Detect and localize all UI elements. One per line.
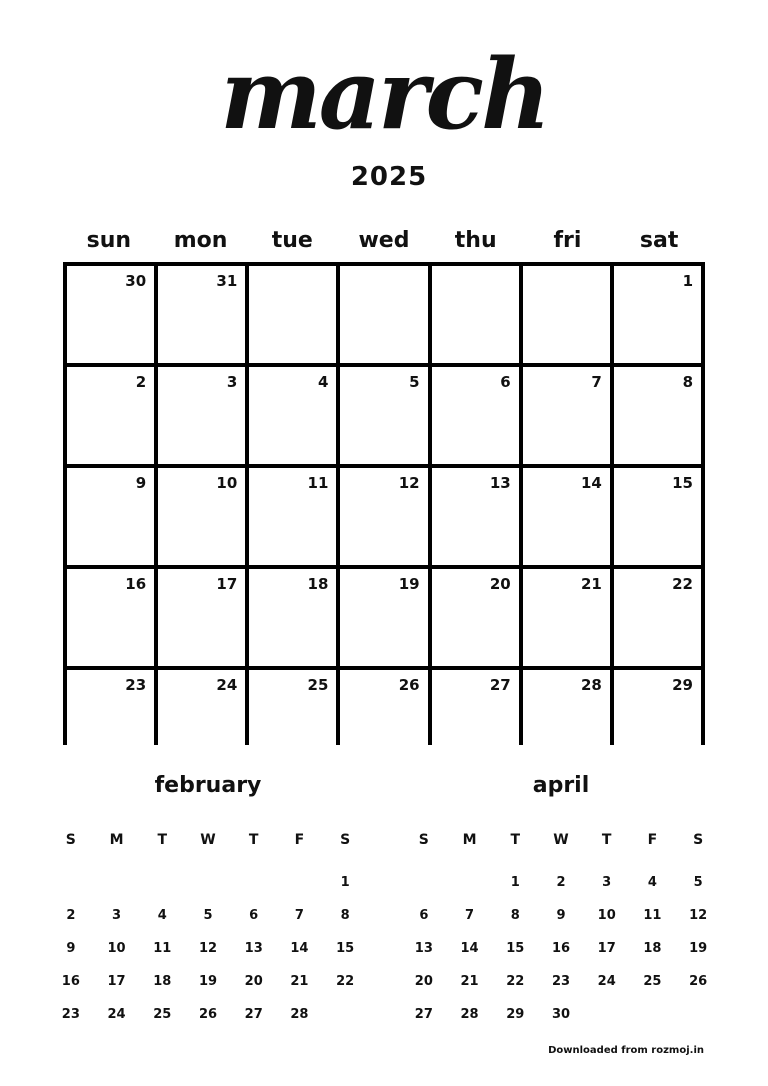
day-number: 20 — [489, 575, 511, 593]
mini-day: 7 — [465, 908, 475, 923]
day-number: 16 — [125, 575, 147, 593]
mini-month-title: april — [532, 773, 590, 798]
mini-day: 27 — [244, 1007, 263, 1022]
weekday-label: sun — [86, 228, 132, 253]
day-cell — [67, 367, 154, 464]
mini-day — [401, 866, 447, 899]
weekday-label: sat — [639, 228, 679, 253]
weekday-label: wed — [358, 228, 410, 253]
day-number: 14 — [580, 474, 602, 492]
mini-calendar-february — [48, 770, 368, 1031]
mini-day: 16 — [551, 941, 571, 956]
mini-day: 13 — [244, 941, 263, 956]
mini-day: 20 — [414, 974, 433, 989]
weekday-label: mon — [173, 228, 228, 253]
mini-weekday-label: F — [647, 832, 658, 848]
mini-day — [185, 866, 231, 899]
day-number: 27 — [489, 676, 511, 694]
mini-weekday-label: F — [294, 832, 305, 848]
day-number: 6 — [500, 373, 511, 391]
day-cell — [432, 468, 519, 565]
day-cell — [340, 670, 427, 749]
weekday-label: tue — [271, 228, 313, 253]
day-number: 15 — [672, 474, 693, 492]
mini-day: 4 — [647, 875, 657, 890]
mini-day: 25 — [643, 974, 662, 989]
mini-day: 22 — [336, 974, 355, 989]
mini-day: 25 — [153, 1007, 172, 1022]
day-number: 28 — [580, 676, 602, 694]
mini-day: 28 — [460, 1007, 479, 1022]
mini-day: 19 — [198, 974, 218, 989]
day-number: 17 — [216, 575, 238, 593]
mini-day: 21 — [290, 974, 309, 989]
mini-day: 10 — [597, 908, 616, 923]
mini-weekday-label: W — [200, 832, 216, 848]
day-cell — [523, 468, 610, 565]
day-number: 13 — [489, 474, 511, 492]
day-cell — [523, 266, 610, 363]
mini-day: 4 — [157, 908, 167, 923]
day-number: 10 — [216, 474, 238, 492]
mini-weekday-header — [48, 824, 368, 856]
day-number: 25 — [307, 676, 329, 694]
day-number: 21 — [580, 575, 602, 593]
day-number: 7 — [591, 373, 602, 391]
day-cell — [432, 569, 519, 666]
mini-day: 24 — [107, 1007, 126, 1022]
year-label: 2025 — [350, 162, 428, 192]
day-cell — [432, 266, 519, 363]
mini-day: 7 — [294, 908, 304, 923]
mini-day: 26 — [198, 1007, 218, 1022]
day-number: 4 — [317, 373, 329, 391]
mini-day: 23 — [61, 1007, 80, 1022]
mini-weekday-header — [401, 824, 721, 856]
mini-day: 15 — [336, 941, 355, 956]
day-number: 18 — [307, 575, 329, 593]
mini-calendar-april — [401, 770, 721, 1031]
day-cell — [158, 266, 245, 363]
mini-day: 9 — [66, 941, 76, 956]
mini-day: 5 — [203, 908, 213, 923]
mini-day: 2 — [66, 908, 76, 923]
mini-day: 21 — [460, 974, 479, 989]
day-number: 30 — [125, 272, 147, 290]
mini-day — [139, 866, 185, 899]
mini-day: 9 — [556, 908, 566, 923]
mini-day: 26 — [689, 974, 708, 989]
day-cell — [523, 367, 610, 464]
mini-week-row — [401, 866, 721, 899]
mini-week-row — [401, 932, 721, 965]
mini-day: 17 — [597, 941, 616, 956]
day-cell — [523, 670, 610, 749]
day-number: 31 — [216, 272, 238, 290]
day-number: 9 — [135, 474, 147, 492]
mini-day: 11 — [643, 908, 662, 923]
mini-day: 30 — [551, 1007, 571, 1022]
mini-day: 29 — [506, 1007, 525, 1022]
mini-day: 19 — [689, 941, 708, 956]
mini-weekday-label: M — [109, 832, 124, 848]
day-cell — [158, 468, 245, 565]
day-cell — [249, 670, 336, 749]
mini-weekday-label: T — [157, 832, 168, 848]
mini-day: 2 — [556, 875, 566, 890]
day-cell — [614, 266, 701, 363]
mini-day — [447, 866, 493, 899]
march-calendar-grid — [63, 262, 705, 745]
mini-month-title: february — [154, 773, 262, 798]
day-cell — [249, 367, 336, 464]
mini-day: 13 — [414, 941, 433, 956]
day-cell — [249, 468, 336, 565]
day-cell — [158, 367, 245, 464]
mini-day: 8 — [340, 908, 350, 923]
day-cell — [340, 569, 427, 666]
mini-day: 18 — [153, 974, 172, 989]
mini-day — [48, 866, 94, 899]
day-cell — [614, 468, 701, 565]
mini-day: 11 — [153, 941, 172, 956]
mini-week-row — [48, 998, 368, 1031]
mini-day — [277, 866, 323, 899]
mini-day: 3 — [112, 908, 122, 923]
mini-day: 5 — [693, 875, 703, 890]
mini-day — [675, 998, 721, 1031]
day-cell — [249, 569, 336, 666]
mini-day — [231, 866, 277, 899]
mini-weekday-label: S — [693, 832, 704, 848]
day-number: 24 — [216, 676, 238, 694]
mini-week-row — [48, 965, 368, 998]
mini-day: 3 — [602, 875, 612, 890]
mini-day: 6 — [419, 908, 429, 923]
day-cell — [614, 670, 701, 749]
mini-week-row — [48, 932, 368, 965]
mini-day: 6 — [249, 908, 259, 923]
day-number: 26 — [398, 676, 420, 694]
day-number: 22 — [672, 575, 693, 593]
mini-weekday-label: S — [418, 832, 429, 848]
day-cell — [614, 569, 701, 666]
mini-weekday-label: S — [65, 832, 76, 848]
mini-day: 1 — [340, 875, 350, 890]
mini-day: 18 — [643, 941, 662, 956]
day-number: 3 — [226, 373, 238, 391]
day-cell — [67, 266, 154, 363]
day-number: 8 — [682, 373, 693, 391]
mini-week-row — [401, 998, 721, 1031]
mini-day — [584, 998, 630, 1031]
mini-day: 1 — [510, 875, 520, 890]
weekday-header — [63, 224, 705, 258]
mini-day: 12 — [198, 941, 218, 956]
day-number: 5 — [409, 373, 420, 391]
day-cell — [614, 367, 701, 464]
mini-day — [322, 998, 368, 1031]
mini-day: 17 — [107, 974, 126, 989]
day-number: 2 — [135, 373, 147, 391]
mini-day — [630, 998, 676, 1031]
mini-weekday-label: T — [248, 832, 259, 848]
mini-week-row — [48, 899, 368, 932]
day-cell — [67, 670, 154, 749]
source-credit: Downloaded from rozmoj.in — [548, 1045, 704, 1056]
weekday-label: thu — [454, 228, 497, 253]
day-number: 23 — [125, 676, 147, 694]
day-number: 11 — [307, 474, 329, 492]
day-number: 12 — [398, 474, 420, 492]
mini-day: 8 — [510, 908, 520, 923]
mini-day: 10 — [107, 941, 126, 956]
mini-weekday-label: S — [340, 832, 351, 848]
day-cell — [249, 266, 336, 363]
day-cell — [432, 670, 519, 749]
mini-day: 24 — [597, 974, 616, 989]
mini-day: 14 — [290, 941, 309, 956]
mini-week-row — [401, 965, 721, 998]
day-cell — [340, 266, 427, 363]
day-cell — [158, 569, 245, 666]
day-cell — [67, 569, 154, 666]
mini-week-row — [401, 899, 721, 932]
day-cell — [158, 670, 245, 749]
day-number: 19 — [398, 575, 420, 593]
day-cell — [67, 468, 154, 565]
mini-day: 27 — [414, 1007, 433, 1022]
mini-day: 23 — [551, 974, 571, 989]
day-cell — [340, 468, 427, 565]
mini-weekday-label: M — [462, 832, 477, 848]
mini-day: 14 — [460, 941, 479, 956]
day-cell — [523, 569, 610, 666]
mini-day: 12 — [689, 908, 708, 923]
day-cell — [340, 367, 427, 464]
mini-day: 28 — [290, 1007, 309, 1022]
mini-day: 20 — [244, 974, 263, 989]
mini-day — [94, 866, 140, 899]
month-title: march — [220, 38, 548, 151]
mini-day: 22 — [506, 974, 525, 989]
mini-weekday-label: W — [553, 832, 569, 848]
weekday-label: fri — [553, 228, 582, 253]
mini-week-row — [48, 866, 368, 899]
mini-day: 16 — [61, 974, 80, 989]
mini-weekday-label: T — [510, 832, 521, 848]
mini-day: 15 — [506, 941, 525, 956]
day-cell — [432, 367, 519, 464]
mini-weekday-label: T — [601, 832, 612, 848]
day-number: 29 — [672, 676, 693, 694]
day-number: 1 — [682, 272, 693, 290]
